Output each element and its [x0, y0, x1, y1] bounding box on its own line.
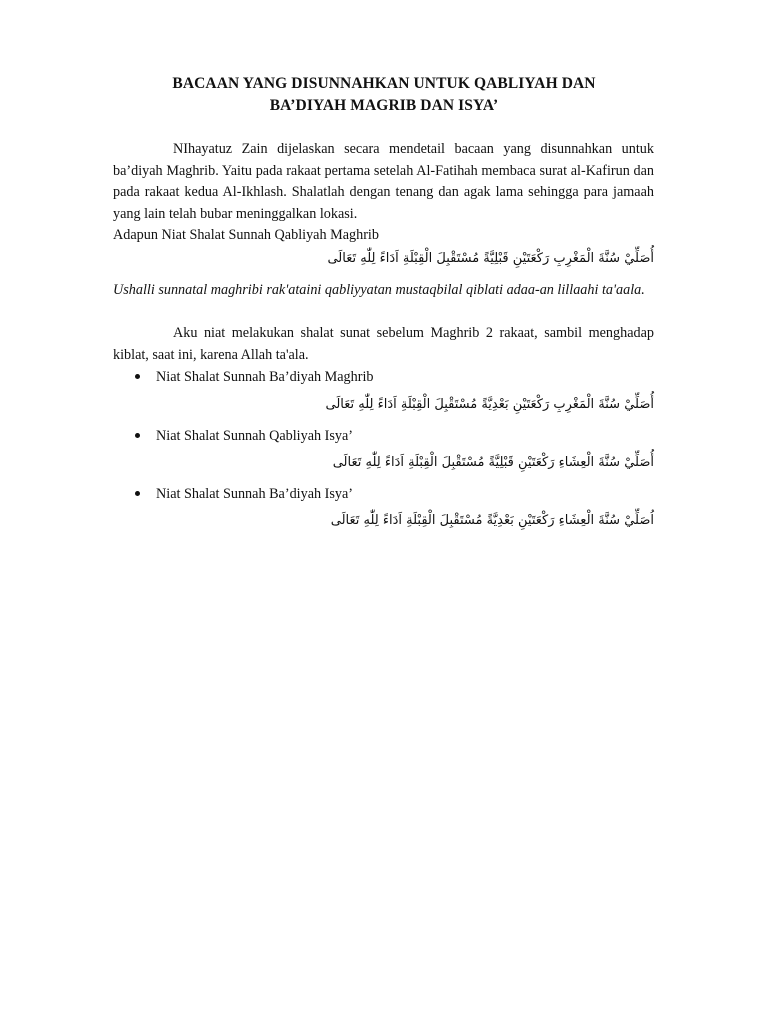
bullet-icon [135, 491, 140, 496]
arabic-niat-badiyah-isya: اُصَلِّيْ سُنَّةَ الْعِشَاءِ رَكْعَتَيْنِ بَعْدِيَّةً مُسْتَقْبِلَ الْقِبْلَةِ اَدَاءً لِلّٰهِ تَعَالَى [330, 513, 654, 528]
list-item-label: Niat Shalat Sunnah Ba’diyah Isya’ [156, 486, 354, 502]
bullet-icon [135, 374, 140, 379]
list-item-badiyah-maghrib [135, 367, 374, 388]
intro-paragraph [113, 139, 654, 247]
translation-paragraph [113, 323, 654, 366]
transliteration-text: Ushalli sunnatal maghribi rak'ataini qabliyyatan mustaqbilal qiblati adaa-an lillaahi ta'aala. [113, 282, 645, 298]
list-item-badiyah-isya [135, 484, 353, 505]
arabic-niat-qabliyah-isya: أُصَلِّيْ سُنَّةَ الْعِشَاءِ رَكْعَتَيْنِ قَبْلِيَّةً مُسْتَقْبِلَ الْقِبْلَةِ اَدَاءً لِلّٰهِ تَعَالَى [332, 455, 654, 470]
list-item-label: Niat Shalat Sunnah Ba’diyah Maghrib [156, 369, 374, 385]
document-title-line1: BACAAN YANG DISUNNAHKAN UNTUK QABLIYAH DAN [172, 75, 596, 92]
document-title-line2: BA’DIYAH MAGRIB DAN ISYA’ [269, 97, 499, 114]
qabliyah-maghrib-heading: Adapun Niat Shalat Sunnah Qabliyah Maghrib [113, 227, 379, 243]
list-item-label: Niat Shalat Sunnah Qabliyah Isya’ [156, 428, 354, 444]
intro-paragraph-text: NIhayatuz Zain dijelaskan secara mendetail bacaan yang disunnahkan untuk ba’diyah Maghrib. Yaitu pada rakaat pertama setelah Al-Fatihah membaca surat al-Kafirun dan pada rakaat kedua Al-Ikhlash. Shalatlah dengan tenang dan agak lama sehingga para jamaah yang lain telah bubar meninggalkan lokasi. [113, 141, 654, 222]
arabic-niat-qabliyah-maghrib: أُصَلِّيْ سُنَّةَ الْمَغْرِبِ رَكْعَتَيْنِ قَبْلِيَّةً مُسْتَقْبِلَ الْقِبْلَةِ اَدَاءً لِلّٰهِ تَعَالَى [327, 251, 654, 266]
translation-text: Aku niat melakukan shalat sunat sebelum Maghrib 2 rakaat, sambil menghadap kiblat, saat ini, karena Allah ta'ala. [113, 325, 654, 363]
list-item-qabliyah-isya [135, 426, 353, 447]
arabic-niat-badiyah-maghrib: أُصَلِّيْ سُنَّةَ الْمَغْرِبِ رَكْعَتَيْنِ بَعْدِيَّةً مُسْتَقْبِلَ الْقِبْلَةِ اَدَاءً لِلّٰهِ تَعَالَى [325, 397, 654, 412]
bullet-icon [135, 433, 140, 438]
